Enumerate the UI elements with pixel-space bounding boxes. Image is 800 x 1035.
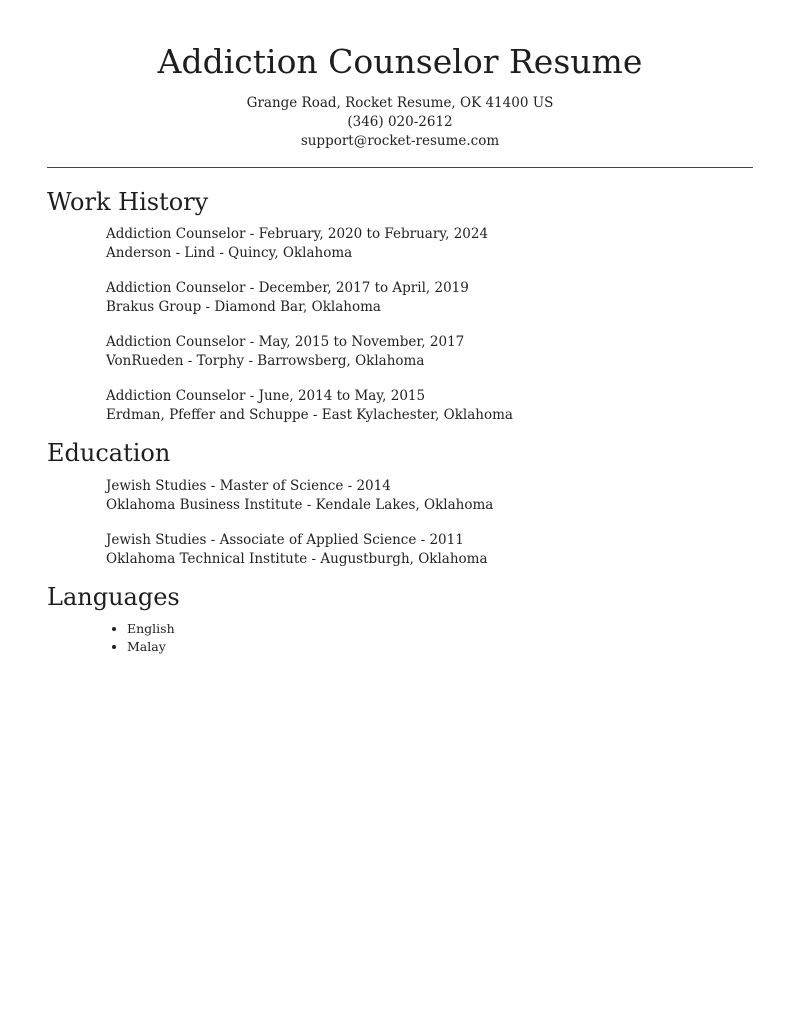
education-entry [106, 477, 753, 515]
education-school: Oklahoma Technical Institute - Augustburgh, Oklahoma [106, 550, 488, 567]
phone: (346) 020-2612 [347, 113, 453, 130]
education-degree: Jewish Studies - Associate of Applied Science - 2011 [106, 531, 464, 548]
work-entry [106, 279, 753, 317]
work-entry-employer: Erdman, Pfeffer and Schuppe - East Kylachester, Oklahoma [106, 407, 513, 423]
education-list [106, 477, 753, 569]
email: support@rocket-resume.com [300, 132, 500, 149]
language-item: • English [127, 620, 753, 638]
work-entry-title: Addiction Counselor - February, 2020 to February, 2024 [106, 226, 489, 242]
work-entry-title: Addiction Counselor - May, 2015 to November, 2017 [106, 334, 465, 350]
work-entry-title: Addiction Counselor - June, 2014 to May, 2015 [106, 388, 426, 404]
languages-list [47, 620, 753, 656]
work-history-heading: Work History [47, 187, 209, 216]
language-item: • Malay [127, 638, 753, 656]
languages-heading: Languages [47, 582, 180, 611]
work-entry-title: Addiction Counselor - December, 2017 to April, 2019 [106, 280, 469, 296]
work-entry [106, 225, 753, 263]
work-entry-employer: Brakus Group - Diamond Bar, Oklahoma [106, 299, 381, 315]
work-entry [106, 387, 753, 425]
work-history-list [106, 225, 753, 425]
education-heading: Education [47, 439, 171, 467]
resume-title: Addiction Counselor Resume [157, 42, 643, 81]
education-entry [106, 531, 753, 569]
contact-info [47, 94, 753, 151]
education-degree: Jewish Studies - Master of Science - 2014 [106, 477, 391, 494]
education-school: Oklahoma Business Institute - Kendale Lakes, Oklahoma [106, 496, 494, 513]
work-entry [106, 333, 753, 371]
address: Grange Road, Rocket Resume, OK 41400 US [246, 94, 554, 111]
work-entry-employer: VonRueden - Torphy - Barrowsberg, Oklahoma [106, 353, 425, 369]
work-entry-employer: Anderson - Lind - Quincy, Oklahoma [106, 245, 353, 261]
divider [47, 167, 753, 168]
